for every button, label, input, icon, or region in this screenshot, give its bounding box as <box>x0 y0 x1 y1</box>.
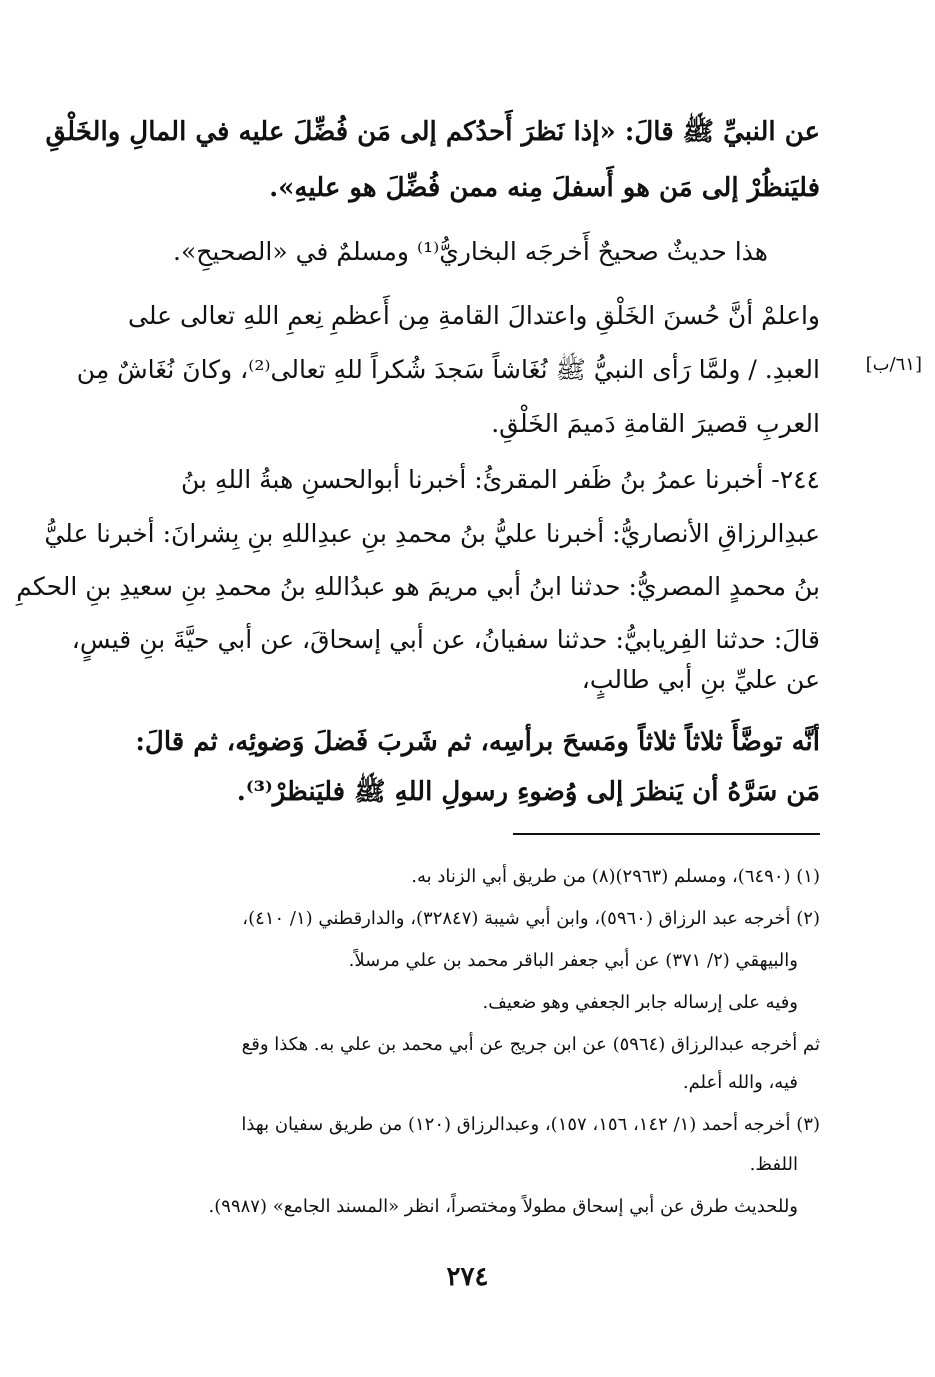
body-line-9: بنُ محمدٍ المصريُّ: حدثنا ابنُ أبي مريمَ هو عبدُاللهِ بنُ محمدِ بنِ سعيدِ بنِ الحكمِ <box>16 572 820 601</box>
body-line-2: فليَنظُرْ إلى مَن هو أَسفلَ مِنه ممن فُضِّلَ هو عليهِ». <box>269 173 820 203</box>
margin-folio-note: [٦١/ب] <box>865 354 922 375</box>
body-line-10: قالَ: حدثنا الفِريابيُّ: حدثنا سفيانُ، عن أبي إسحاقَ، عن أبي حيَّةَ بنِ قيسٍ، <box>71 625 820 654</box>
body-line-13: مَن سَرَّهُ أن يَنظرَ إلى وُضوءِ رسولِ اللهِ ﷺ فليَنظرْ⁽³⁾. <box>236 777 820 807</box>
body-line-7: ٢٤٤- أخبرنا عمرُ بنُ ظَفر المقرئُ: أخبرنا أبوالحسنِ هبةُ اللهِ بنُ <box>181 465 820 494</box>
body-line-5: العبدِ. / ولمَّا رَأى النبيُّ ﷺ نُغَاشاً سَجدَ شُكراً للهِ تعالى⁽²⁾، وكانَ نُغَاشٌ مِن <box>76 355 820 384</box>
body-line-1: عن النبيِّ ﷺ قالَ: «إذا نَظرَ أَحدُكم إلى مَن فُضِّلَ عليه في المالِ والخَلْقِ <box>45 117 820 147</box>
footnote-line-3: والبيهقي (٢/ ٣٧١) عن أبي جعفر الباقر محمد بن علي مرسلاً. <box>348 950 798 971</box>
page-number: ٢٧٤ <box>446 1262 489 1292</box>
body-line-3: هذا حديثٌ صحيحٌ أَخرجَه البخاريُّ⁽¹⁾ ومسلمٌ في «الصحيحِ». <box>173 237 768 266</box>
body-line-4: واعلمْ أنَّ حُسنَ الخَلْقِ واعتدالَ القامةِ مِن أَعظمِ نِعمِ اللهِ تعالى على <box>128 301 820 330</box>
body-line-6: العربِ قصيرَ القامةِ دَميمَ الخَلْقِ. <box>491 409 820 438</box>
footnote-line-7: (٣) أخرجه أحمد (١/ ١٤٢، ١٥٦، ١٥٧)، وعبدالرزاق (١٢٠) من طريق سفيان بهذا <box>241 1114 820 1135</box>
footnote-line-5: ثم أخرجه عبدالرزاق (٥٩٦٤) عن ابن جريج عن أبي محمد بن علي به. هكذا وقع <box>241 1034 820 1055</box>
footnote-line-6: فيه، والله أعلم. <box>682 1072 798 1093</box>
footnote-line-4: وفيه على إرساله جابر الجعفي وهو ضعيف. <box>482 992 798 1013</box>
body-line-8: عبدِالرزاقِ الأنصاريُّ: أخبرنا عليُّ بنُ محمدِ بنِ عبدِاللهِ بنِ بِشرانَ: أخبرنا عليُّ <box>44 519 820 548</box>
body-line-11: عن عليِّ بنِ أبي طالبٍ، <box>581 665 820 694</box>
body-line-12: أنَّه توضَّأَ ثلاثاً ثلاثاً ومَسحَ برأسِه، ثم شَربَ فَضلَ وَضوئِه، ثم قالَ: <box>135 727 820 757</box>
footnote-line-2: (٢) أخرجه عبد الرزاق (٥٩٦٠)، وابن أبي شيبة (٣٢٨٤٧)، والدارقطني (١/ ٤١٠)، <box>242 908 820 929</box>
footnote-line-8: اللفظ. <box>749 1154 798 1175</box>
footnote-line-1: (١) (٦٤٩٠)، ومسلم (٢٩٦٣)(٨) من طريق أبي الزناد به. <box>411 866 820 887</box>
footnote-line-9: وللحديث طرق عن أبي إسحاق مطولاً ومختصراً، انظر «المسند الجامع» (٩٩٨٧). <box>208 1196 798 1217</box>
footnote-separator <box>513 833 820 835</box>
